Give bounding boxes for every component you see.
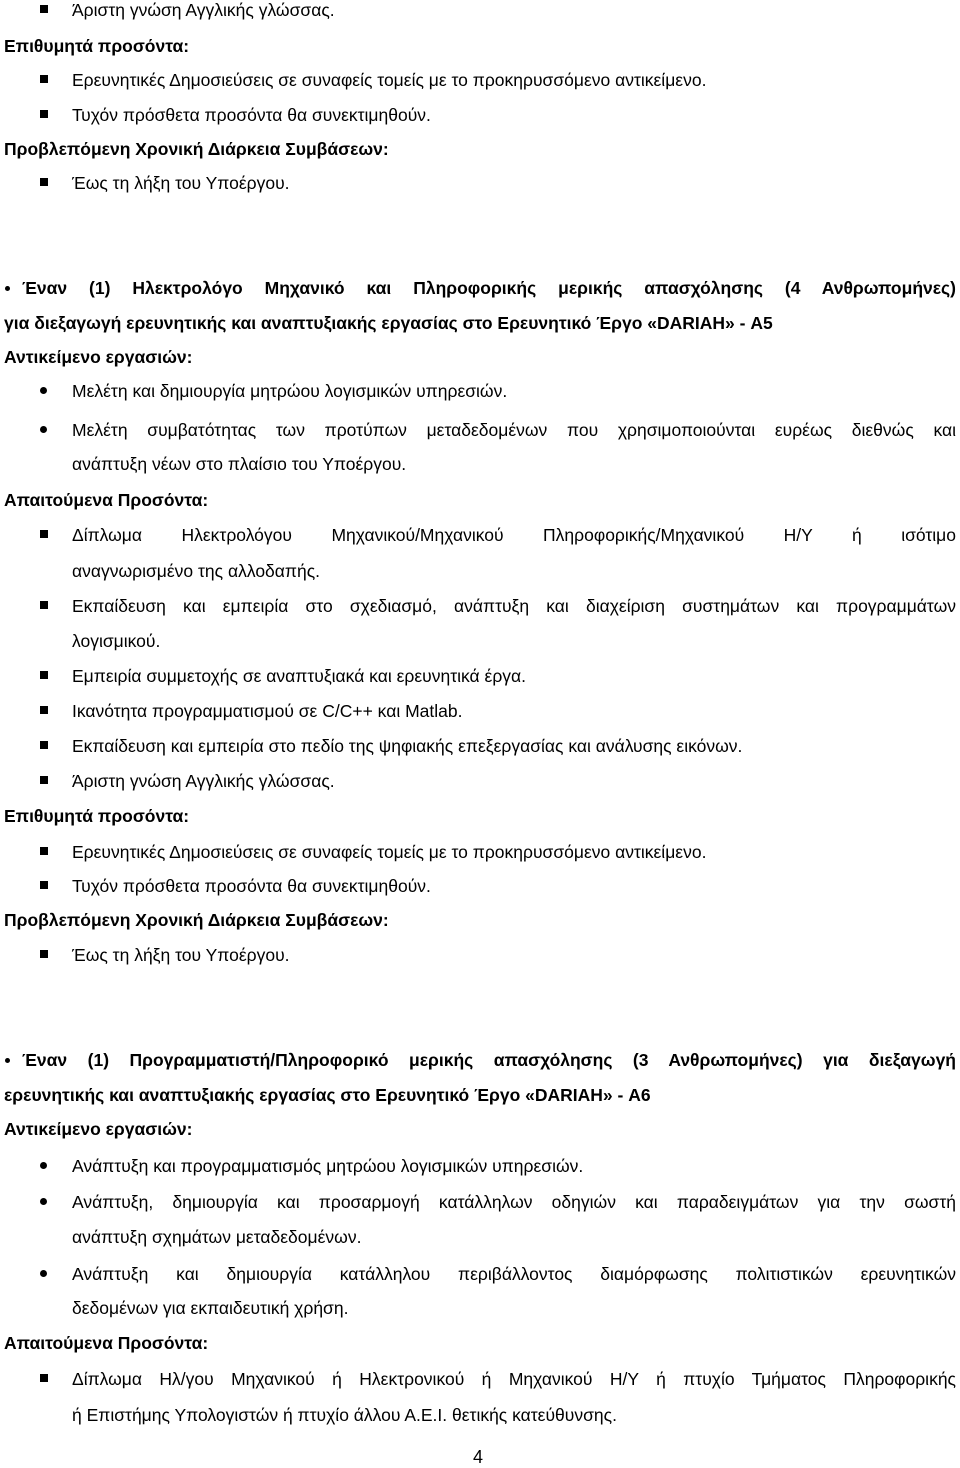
square-bullet-icon <box>40 776 48 784</box>
list-item-text: Ανάπτυξη και προγραμματισμός μητρώου λογισμικών υπηρεσιών. <box>72 1156 584 1176</box>
list-item-text: Εκπαίδευση και εμπειρία στο πεδίο της ψηφιακής επεξεργασίας και ανάλυσης εικόνων. <box>72 736 743 756</box>
bullet-icon <box>5 1058 10 1063</box>
square-bullet-icon <box>40 706 48 714</box>
list-item-text: Εμπειρία συμμετοχής σε αναπτυξιακά και ερευνητικά έργα. <box>72 666 527 686</box>
list-item-text: δεδομένων για εκπαιδευτική χρήση. <box>72 1298 349 1318</box>
square-bullet-icon <box>40 671 48 679</box>
list-item-text: Άριστη γνώση Αγγλικής γλώσσας. <box>72 771 335 791</box>
position-title-line: ερευνητικής και αναπτυξιακής εργασίας στο Ερευνητικό Έργο «DARIAH» - Α6 <box>4 1085 651 1105</box>
position-title-line: για διεξαγωγή ερευνητικής και αναπτυξιακής εργασίας στο Ερευνητικό Έργο «DARIAH» - Α5 <box>4 313 773 333</box>
round-bullet-icon <box>40 387 47 394</box>
list-item-text: Ερευνητικές Δημοσιεύσεις σε συναφείς τομείς με το προκηρυσσόμενο αντικείμενο. <box>72 70 707 90</box>
square-bullet-icon <box>40 110 48 118</box>
section-heading: Προβλεπόμενη Χρονική Διάρκεια Συμβάσεων: <box>4 910 389 930</box>
square-bullet-icon <box>40 75 48 83</box>
round-bullet-icon <box>40 426 47 433</box>
list-item-text: Εκπαίδευση και εμπειρία στο σχεδιασμό, ανάπτυξη και διαχείριση συστημάτων και προγραμμάτων <box>72 596 956 616</box>
position-title-line: Έναν (1) Προγραμματιστή/Πληροφορικό μερικής απασχόλησης (3 Ανθρωπομήνες) για διεξαγωγή <box>22 1050 956 1070</box>
round-bullet-icon <box>40 1270 47 1277</box>
section-heading: Επιθυμητά προσόντα: <box>4 806 190 826</box>
list-item-text: ή Επιστήμης Υπολογιστών ή πτυχίο άλλου Α.Ε.Ι. θετικής κατεύθυνσης. <box>72 1405 617 1425</box>
section-heading: Απαιτούμενα Προσόντα: <box>4 490 209 510</box>
list-item-text: Ικανότητα προγραμματισμού σε C/C++ και Matlab. <box>72 701 463 721</box>
list-item-text: αναγνωρισμένο της αλλοδαπής. <box>72 561 321 581</box>
section-heading: Προβλεπόμενη Χρονική Διάρκεια Συμβάσεων: <box>4 139 389 159</box>
square-bullet-icon <box>40 847 48 855</box>
section-heading: Αντικείμενο εργασιών: <box>4 347 193 367</box>
round-bullet-icon <box>40 1162 47 1169</box>
list-item-text: ανάπτυξη σχημάτων μεταδεδομένων. <box>72 1227 362 1247</box>
square-bullet-icon <box>40 178 48 186</box>
list-item-text: Μελέτη και δημιουργία μητρώου λογισμικών υπηρεσιών. <box>72 381 508 401</box>
list-item-text: Μελέτη συμβατότητας των προτύπων μεταδεδομένων που χρησιμοποιούνται ευρέως διεθνώς και <box>72 420 956 440</box>
list-item-text: Ερευνητικές Δημοσιεύσεις σε συναφείς τομείς με το προκηρυσσόμενο αντικείμενο. <box>72 842 707 862</box>
square-bullet-icon <box>40 5 48 13</box>
list-item-text: Έως τη λήξη του Υποέργου. <box>72 945 290 965</box>
list-item-text: ανάπτυξη νέων στο πλαίσιο του Υποέργου. <box>72 454 407 474</box>
square-bullet-icon <box>40 950 48 958</box>
list-item-text: Τυχόν πρόσθετα προσόντα θα συνεκτιμηθούν. <box>72 876 431 896</box>
list-item-text: Άριστη γνώση Αγγλικής γλώσσας. <box>72 0 335 20</box>
list-item-text: Τυχόν πρόσθετα προσόντα θα συνεκτιμηθούν. <box>72 105 431 125</box>
section-heading: Αντικείμενο εργασιών: <box>4 1119 193 1139</box>
list-item-text: Ανάπτυξη, δημιουργία και προσαρμογή κατάλληλων οδηγιών και παραδειγμάτων για την σωστή <box>72 1192 956 1212</box>
list-item-text: Ανάπτυξη και δημιουργία κατάλληλου περιβάλλοντος διαμόρφωσης πολιτιστικών ερευνητικών <box>72 1264 956 1284</box>
bullet-icon <box>5 286 10 291</box>
section-heading: Επιθυμητά προσόντα: <box>4 36 190 56</box>
square-bullet-icon <box>40 530 48 538</box>
square-bullet-icon <box>40 601 48 609</box>
section-heading: Απαιτούμενα Προσόντα: <box>4 1333 209 1353</box>
square-bullet-icon <box>40 741 48 749</box>
list-item-text: λογισμικού. <box>72 631 161 651</box>
list-item-text: Έως τη λήξη του Υποέργου. <box>72 173 290 193</box>
list-item-text: Δίπλωμα Ηλεκτρολόγου Μηχανικού/Μηχανικού Πληροφορικής/Μηχανικού Η/Υ ή ισότιμο <box>72 525 956 545</box>
page-number: 4 <box>473 1447 484 1467</box>
position-title-line: Έναν (1) Ηλεκτρολόγο Μηχανικό και Πληροφορικής μερικής απασχόλησης (4 Ανθρωπομήνες) <box>22 278 956 298</box>
square-bullet-icon <box>40 881 48 889</box>
list-item-text: Δίπλωμα Ηλ/γου Μηχανικού ή Ηλεκτρονικού ή Μηχανικού Η/Υ ή πτυχίο Τμήματος Πληροφορικής <box>72 1369 956 1389</box>
round-bullet-icon <box>40 1198 47 1205</box>
square-bullet-icon <box>40 1374 48 1382</box>
